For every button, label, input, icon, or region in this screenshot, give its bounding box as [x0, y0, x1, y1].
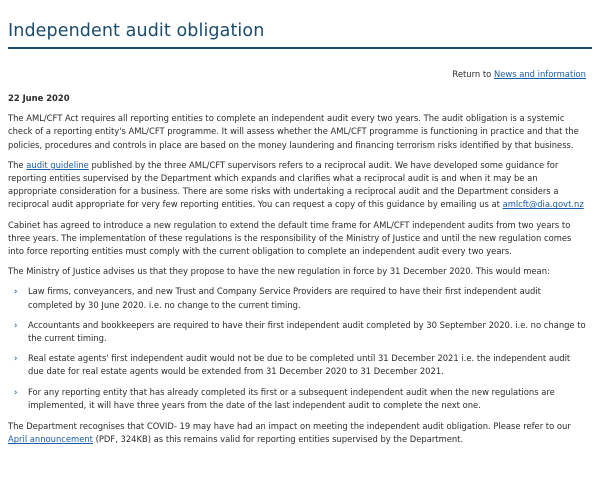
article-body — [8, 92, 588, 453]
text: published by the three AML/CFT supervisors refers to a reciprocal audit. We have developed some guidance for reporting entities supervised by the Department which expands and clarifies what a reciprocal audit is and when it may be an appropriate consideration for a business. There are some risks with undertaking a reciprocal audit and the Department considers a reciprocal audit appropriate for very few reporting entities. You can request a copy of this guidance by emailing us at — [8, 159, 559, 210]
text: (PDF, 324KB) as this remains valid for reporting entities supervised by the Department. — [92, 434, 464, 445]
list-item-text: For any reporting entity that has already completed its first or a subsequent independent audit when the new regulations are implemented, it will have three years from the date of the last independent audit to complete the next one. — [28, 386, 555, 410]
chevron-right-icon: › — [14, 286, 18, 297]
paragraph-cabinet-regulation: Cabinet has agreed to introduce a new regulation to extend the default time frame for AML/CFT independent audits from two years to three years. The implementation of these regulations is the responsibility of the Ministry of Justice and until the new regulation comes into force reporting entities must comply with the current obligation to complete an independent audit every two years. — [8, 219, 572, 257]
audit-guideline-link[interactable]: audit guideline — [26, 159, 89, 170]
list-item-text: Law firms, conveyancers, and new Trust and Company Service Providers are required to have their first independent audit completed by 30 June 2020. i.e. no change to the current timing. — [28, 286, 541, 310]
implications-list — [8, 285, 588, 412]
chevron-right-icon: › — [14, 319, 18, 330]
list-item — [8, 319, 588, 345]
list-item — [8, 386, 588, 412]
list-item — [8, 352, 588, 378]
list-item — [8, 285, 588, 311]
return-nav — [452, 68, 586, 81]
april-announcement-link[interactable]: April announcement — [8, 434, 93, 445]
page-title: Independent audit obligation — [8, 21, 265, 41]
email-link[interactable]: amlcft@dia.govt.nz — [502, 199, 584, 210]
paragraph-ministry-advice: The Ministry of Justice advises us that they propose to have the new regulation in force by 31 December 2020. This would mean: — [8, 266, 550, 277]
return-prefix: Return to — [452, 69, 494, 79]
news-and-information-link[interactable]: News and information — [493, 69, 586, 79]
paragraph-audit-requirement: The AML/CFT Act requires all reporting entities to complete an independent audit every two years. The audit obligation is a systemic check of a reporting entity's AML/CFT programme. It will assess whether the AML/CFT programme is functioning in practice and that the policies, procedures and controls in place are based on the money laundering and financing terrorism risks identified by that business. — [8, 113, 579, 150]
paragraph-reciprocal-audit — [8, 159, 588, 212]
paragraph-covid-note — [8, 420, 588, 446]
list-item-text: Accountants and bookkeepers are required to have their first independent audit completed by 30 September 2020. i.e. no change to the current timing. — [28, 319, 586, 344]
list-item-text: Real estate agents' first independent audit would not be due to be completed until 31 December 2021 i.e. the independent audit due date for real estate agents would be extended from 31 December 2020 to 31 December 2021. — [28, 353, 571, 377]
text: The — [8, 159, 27, 170]
article-date: 22 June 2020 — [8, 93, 70, 103]
text: The Department recognises that COVID- 19 may have had an impact on meeting the independent audit obligation. Please refer to our — [8, 421, 571, 432]
chevron-right-icon: › — [14, 386, 18, 397]
chevron-right-icon: › — [14, 353, 18, 364]
title-divider — [8, 47, 592, 49]
